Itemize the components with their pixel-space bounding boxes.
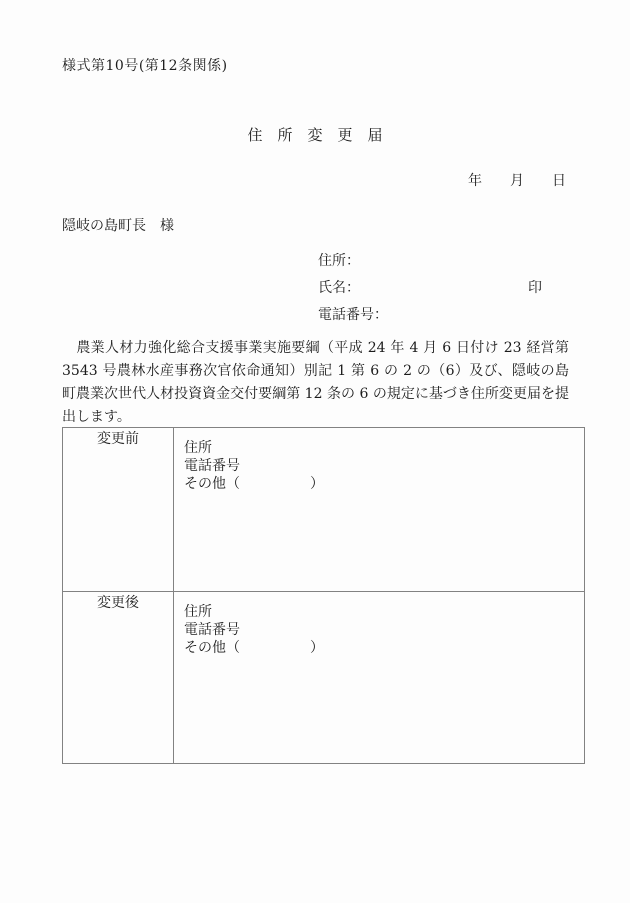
seal-mark: 印	[528, 280, 542, 296]
applicant-name-line	[318, 278, 542, 305]
row-label-after: 変更後	[63, 592, 174, 764]
applicant-block	[318, 251, 542, 332]
row-content-before	[174, 428, 585, 592]
applicant-address-label: 住所：	[318, 253, 360, 269]
row-label-before: 変更前	[63, 428, 174, 592]
field-address-before: 住所	[184, 440, 212, 456]
table-row-before	[63, 428, 585, 592]
field-address-after: 住所	[184, 604, 212, 620]
applicant-phone-label: 電話番号：	[318, 307, 388, 323]
field-phone-before: 電話番号	[184, 458, 240, 474]
body-paragraph: 農業人材力強化総合支援事業実施要綱（平成 24 年 4 月 6 日付け 23 経営第 3543 号農林水産事務次官依命通知）別記 1 第 6 の 2 の（6）及び、隠岐の島町農業次世代人材投資資金交付要綱第 12 条の 6 の規定に基づき住所変更届を提出します。	[62, 340, 569, 425]
field-other-before: その他（ ）	[184, 476, 324, 492]
applicant-name-label: 氏名：	[318, 280, 360, 296]
row-content-after	[174, 592, 585, 764]
change-table	[62, 427, 585, 764]
date-line: 年 月 日	[468, 173, 566, 189]
addressee: 隠岐の島町長 様	[62, 218, 174, 234]
field-phone-after: 電話番号	[184, 622, 240, 638]
page-title: 住 所 変 更 届	[247, 126, 383, 144]
form-number: 様式第10号(第12条関係)	[62, 58, 228, 74]
field-other-after: その他（ ）	[184, 640, 324, 656]
table-row-after	[63, 592, 585, 764]
